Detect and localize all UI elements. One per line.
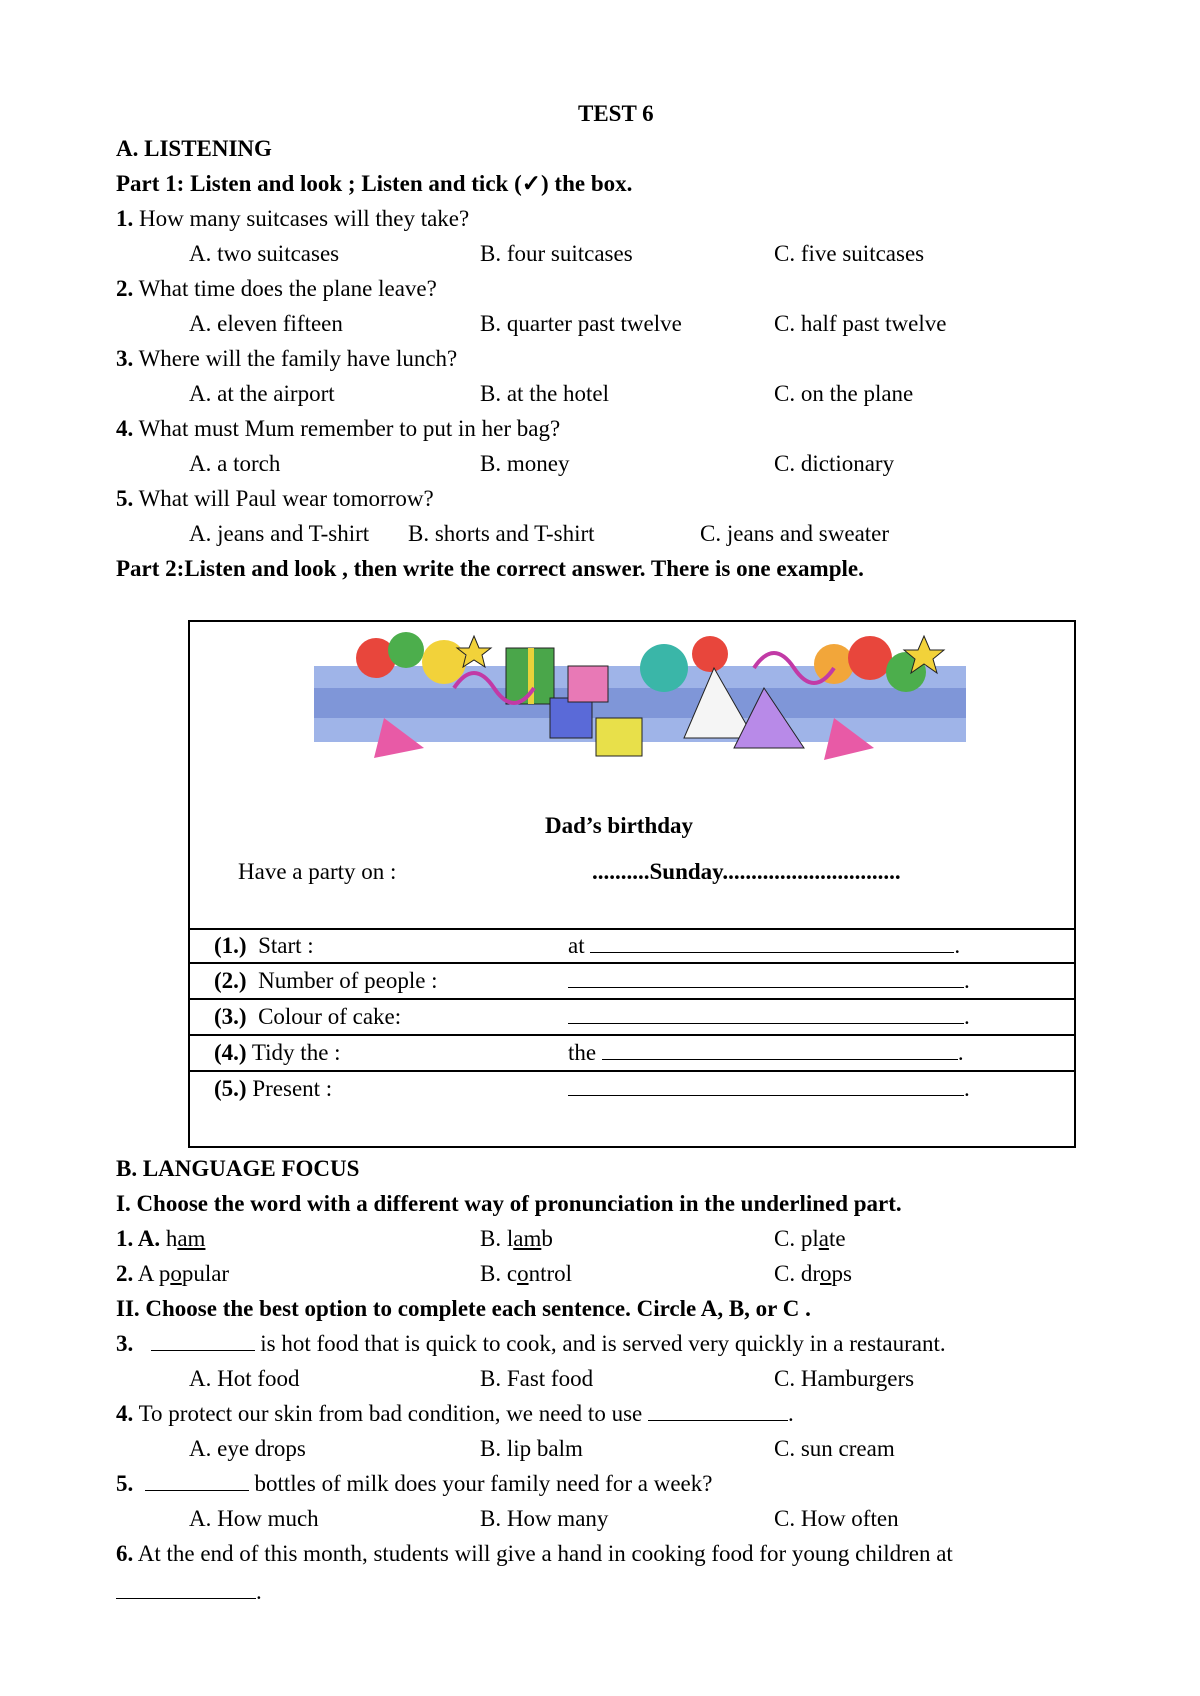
q5-option-a[interactable]: A. jeans and T-shirt: [189, 521, 370, 546]
row-1-answer[interactable]: at .: [568, 933, 961, 958]
q4-option-c[interactable]: C. dictionary: [774, 451, 895, 476]
section-b-heading: B. LANGUAGE FOCUS: [116, 1156, 360, 1181]
gift-box-pink-icon: [568, 666, 608, 702]
gift-box-yellow-icon: [596, 718, 642, 756]
party-info-box: [188, 620, 1076, 1148]
blank-b6-line[interactable]: .: [116, 1578, 262, 1606]
b4-option-c[interactable]: C. sun cream: [774, 1436, 895, 1461]
pron-q2-option-a[interactable]: 2. A popular: [116, 1261, 230, 1286]
b4-option-b[interactable]: B. lip balm: [480, 1436, 583, 1461]
section-a-heading: A. LISTENING: [116, 136, 272, 161]
balloon-green-icon: [388, 632, 424, 668]
b4-option-a[interactable]: A. eye drops: [189, 1436, 306, 1461]
row-5-label: (5.) Present :: [214, 1076, 333, 1101]
q2-option-c[interactable]: C. half past twelve: [774, 311, 947, 336]
part1-heading: Part 1: Listen and look ; Listen and tick (✓) the box.: [116, 171, 633, 196]
b3-option-c[interactable]: C. Hamburgers: [774, 1366, 915, 1391]
banner-stripe: [314, 688, 966, 718]
birthday-banner-image: [314, 628, 966, 778]
row-divider: [190, 1034, 1074, 1036]
question-3: 3. Where will the family have lunch?: [116, 346, 458, 371]
balloon-orange-icon: [814, 644, 854, 684]
example-label: Have a party on :: [238, 859, 397, 884]
b5-option-b[interactable]: B. How many: [480, 1506, 609, 1531]
row-3-label: (3.) Colour of cake:: [214, 1004, 402, 1029]
question-b3: 3. is hot food that is quick to cook, and is served very quickly in a restaurant.: [116, 1331, 946, 1356]
pron-q1-option-a[interactable]: 1. A. ham: [116, 1226, 206, 1251]
pronunciation-heading: I. Choose the word with a different way of pronunciation in the underlined part.: [116, 1191, 902, 1216]
row-4-label: (4.) Tidy the :: [214, 1040, 341, 1065]
row-divider: [190, 962, 1074, 964]
q3-option-b[interactable]: B. at the hotel: [480, 381, 610, 406]
blank-b3[interactable]: [151, 1332, 255, 1351]
question-4: 4. What must Mum remember to put in her bag?: [116, 416, 561, 441]
blank-b5[interactable]: [145, 1472, 249, 1491]
question-1: 1. How many suitcases will they take?: [116, 206, 470, 231]
question-5: 5. What will Paul wear tomorrow?: [116, 486, 434, 511]
q2-option-b[interactable]: B. quarter past twelve: [480, 311, 682, 336]
q1-option-b[interactable]: B. four suitcases: [480, 241, 633, 266]
b3-option-a[interactable]: A. Hot food: [189, 1366, 300, 1391]
q5-option-c[interactable]: C. jeans and sweater: [700, 521, 890, 546]
balloon-red-icon: [692, 636, 728, 672]
balloon-yellow-icon: [422, 640, 466, 684]
row-4-answer[interactable]: the .: [568, 1040, 964, 1065]
question-b4: 4. To protect our skin from bad condition, we need to use .: [116, 1401, 794, 1426]
row-3-answer[interactable]: .: [568, 1003, 970, 1031]
pron-q2-option-c[interactable]: C. drops: [774, 1261, 852, 1286]
page-title: TEST 6: [578, 101, 654, 126]
example-answer: ..........Sunday...............................: [592, 859, 901, 884]
q1-option-a[interactable]: A. two suitcases: [189, 241, 340, 266]
q5-option-b[interactable]: B. shorts and T-shirt: [408, 521, 595, 546]
q4-option-b[interactable]: B. money: [480, 451, 570, 476]
q3-option-a[interactable]: A. at the airport: [189, 381, 335, 406]
balloon-red-icon: [848, 636, 892, 680]
q1-option-c[interactable]: C. five suitcases: [774, 241, 925, 266]
box-title: Dad’s birthday: [545, 813, 694, 838]
row-divider: [190, 928, 1074, 930]
part2-heading: Part 2:Listen and look , then write the correct answer. There is one example.: [116, 556, 864, 581]
balloon-teal-icon: [640, 644, 688, 692]
row-divider: [190, 1070, 1074, 1072]
question-2: 2. What time does the plane leave?: [116, 276, 437, 301]
row-2-label: (2.) Number of people :: [214, 968, 438, 993]
b5-option-a[interactable]: A. How much: [189, 1506, 319, 1531]
question-b6: 6. At the end of this month, students will give a hand in cooking food for young children at: [116, 1541, 953, 1566]
q4-option-a[interactable]: A. a torch: [189, 451, 281, 476]
row-2-answer[interactable]: .: [568, 967, 970, 995]
pron-q2-option-b[interactable]: B. control: [480, 1261, 573, 1286]
q3-option-c[interactable]: C. on the plane: [774, 381, 914, 406]
blank-b4[interactable]: [648, 1402, 788, 1421]
row-divider: [190, 998, 1074, 1000]
b5-option-c[interactable]: C. How often: [774, 1506, 899, 1531]
choice-heading: II. Choose the best option to complete each sentence. Circle A, B, or C .: [116, 1296, 811, 1321]
gift-box-blue-icon: [550, 698, 592, 738]
row-1-label: (1.) Start :: [214, 933, 314, 958]
question-b5: 5. bottles of milk does your family need for a week?: [116, 1471, 713, 1496]
b3-option-b[interactable]: B. Fast food: [480, 1366, 594, 1391]
pron-q1-option-c[interactable]: C. plate: [774, 1226, 846, 1251]
row-5-answer[interactable]: .: [568, 1075, 970, 1103]
q2-option-a[interactable]: A. eleven fifteen: [189, 311, 343, 336]
pron-q1-option-b[interactable]: B. lamb: [480, 1226, 553, 1251]
